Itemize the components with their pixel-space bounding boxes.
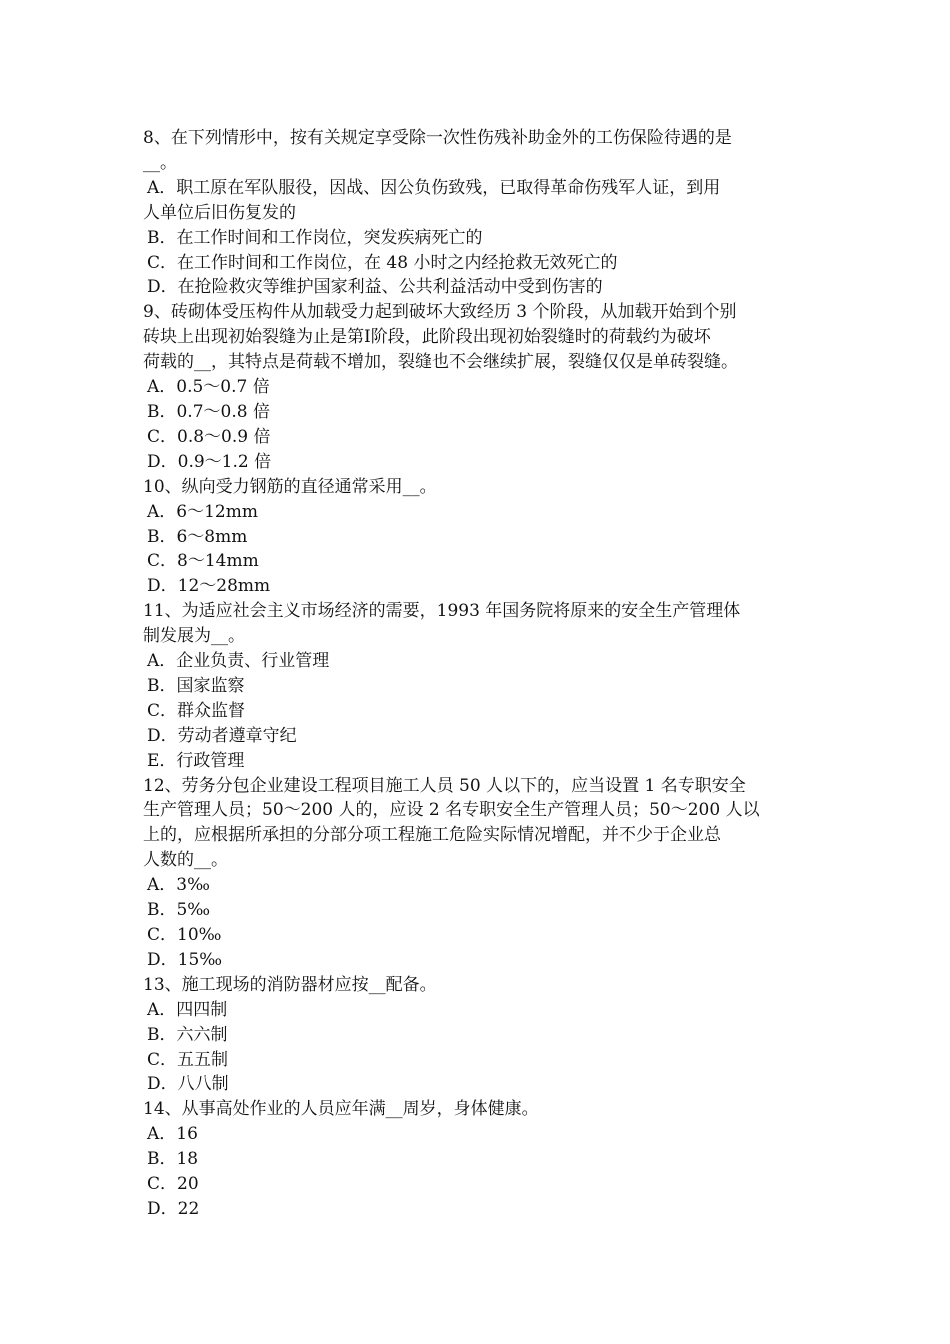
question-text-line: 荷载的__，其特点是荷载不增加，裂缝也不会继续扩展，裂缝仅仅是单砖裂缝。 xyxy=(143,352,738,373)
answer-option: D．15‰ xyxy=(147,949,223,970)
answer-option: C．群众监督 xyxy=(147,700,246,721)
question-block xyxy=(143,774,809,973)
question-text-line: 14、从事高处作业的人员应年满__周岁，身体健康。 xyxy=(143,1099,539,1120)
answer-option: 人单位后旧伤复发的 xyxy=(143,202,296,223)
answer-option: A．企业负责、行业管理 xyxy=(147,651,330,672)
question-text-line: 制发展为__。 xyxy=(143,626,245,647)
question-block xyxy=(143,300,809,474)
document-page xyxy=(143,126,809,1222)
answer-option: B．5‰ xyxy=(147,900,211,921)
answer-option: C．8～14mm xyxy=(147,551,259,572)
question-block xyxy=(143,1097,809,1222)
answer-option: D．22 xyxy=(147,1198,200,1219)
answer-option: C．在工作时间和工作岗位，在 48 小时之内经抢救无效死亡的 xyxy=(147,252,618,273)
question-text-line: 11、为适应社会主义市场经济的需要，1993 年国务院将原来的安全生产管理体 xyxy=(143,601,741,622)
answer-option: B．0.7～0.8 倍 xyxy=(147,401,270,422)
question-text-line: 上的，应根据所承担的分部分项工程施工危险实际情况增配，并不少于企业总 xyxy=(143,825,721,846)
answer-option: D．12～28mm xyxy=(147,576,271,597)
question-text-line: 10、纵向受力钢筋的直径通常采用__。 xyxy=(143,476,437,497)
answer-option: C．20 xyxy=(147,1174,199,1195)
question-block xyxy=(143,126,809,300)
answer-option: A．职工原在军队服役，因战、因公负伤致残，已取得革命伤残军人证，到用 xyxy=(147,177,721,198)
answer-option: B．六六制 xyxy=(147,1024,228,1045)
answer-option: A．0.5～0.7 倍 xyxy=(147,377,270,398)
answer-option: D．八八制 xyxy=(147,1074,229,1095)
answer-option: D．劳动者遵章守纪 xyxy=(147,725,297,746)
question-text-line: 13、施工现场的消防器材应按__配备。 xyxy=(143,974,437,995)
question-text-line: __。 xyxy=(143,152,177,173)
answer-option: B．在工作时间和工作岗位，突发疾病死亡的 xyxy=(147,227,483,248)
answer-option: D．0.9～1.2 倍 xyxy=(147,451,272,472)
answer-option: E．行政管理 xyxy=(147,750,245,771)
question-text-line: 砖块上出现初始裂缝为止是第Ⅰ阶段，此阶段出现初始裂缝时的荷载约为破坏 xyxy=(143,327,711,348)
answer-option: D．在抢险救灾等维护国家利益、公共利益活动中受到伤害的 xyxy=(147,277,603,298)
question-text-line: 12、劳务分包企业建设工程项目施工人员 50 人以下的，应当设置 1 名专职安全 xyxy=(143,775,746,796)
answer-option: C．10‰ xyxy=(147,925,222,945)
answer-option: B．国家监察 xyxy=(147,675,245,696)
answer-option: B．6～8mm xyxy=(147,526,248,547)
question-text-line: 8、在下列情形中，按有关规定享受除一次性伤残补助金外的工伤保险待遇的是 xyxy=(143,128,732,148)
answer-option: A．3‰ xyxy=(147,875,210,896)
answer-option: B．18 xyxy=(147,1149,199,1170)
question-block xyxy=(143,599,809,773)
question-block xyxy=(143,973,809,1098)
answer-option: A．16 xyxy=(147,1124,198,1145)
question-text-line: 人数的__。 xyxy=(143,850,228,871)
question-text-line: 9、砖砌体受压构件从加载受力起到破坏大致经历 3 个阶段，从加载开始到个别 xyxy=(143,302,737,323)
question-block xyxy=(143,475,809,600)
answer-option: C．0.8～0.9 倍 xyxy=(147,426,271,447)
question-text-line: 生产管理人员；50～200 人的，应设 2 名专职安全生产管理人员；50～200 人以 xyxy=(143,800,760,821)
answer-option: A．四四制 xyxy=(147,999,228,1020)
answer-option: A．6～12mm xyxy=(147,501,258,522)
answer-option: C．五五制 xyxy=(147,1049,229,1070)
